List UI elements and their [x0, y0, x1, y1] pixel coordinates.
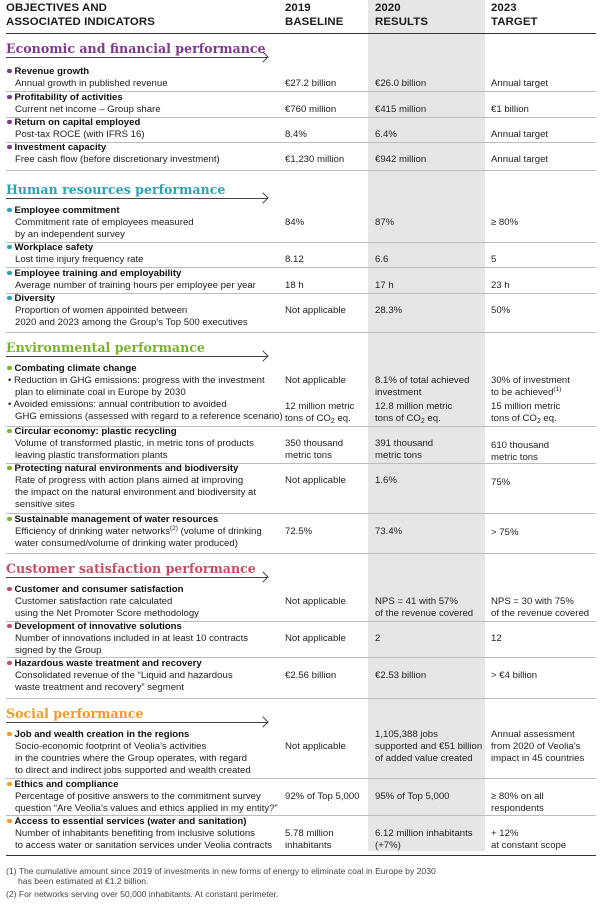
sections-human-rows-1-desc-text: Lost time injury frequency rate — [15, 254, 144, 265]
sections-human-rows-1-target-text: 5 — [491, 254, 497, 265]
text-line — [6, 526, 284, 538]
sections-environment-water-target-text: > 75% — [491, 527, 519, 538]
indicator-description — [6, 426, 284, 462]
sections-economic-rows-0-title-text: Revenue growth — [14, 66, 90, 77]
sections-environment-climate-a-target2-text: to be achieved — [491, 387, 554, 398]
indicator-title — [6, 293, 284, 305]
result-value — [375, 401, 487, 425]
table-bottom-divider — [6, 855, 596, 856]
target-value — [491, 440, 603, 464]
sections-customer-rows-2-title-text: Hazardous waste treatment and recovery — [14, 658, 202, 669]
indicator-description — [6, 584, 284, 620]
headers-objectives-l2-text: ASSOCIATED INDICATORS — [6, 15, 155, 28]
text-line — [491, 413, 603, 425]
section-title-economic: Economic and financial performance — [6, 41, 266, 56]
sections-economic-rows-2-result-text: 6.4% — [375, 129, 397, 140]
baseline-value — [285, 828, 365, 852]
headers-baseline-l1-text: 2019 — [285, 2, 311, 14]
sections-economic-rows-3-baseline-text: €1,230 million — [285, 154, 345, 165]
headers-target-l2-text: TARGET — [491, 15, 538, 28]
sections-human-rows-3-desc2-text: 2020 and 2023 among the Group’s Top 500 executives — [15, 317, 248, 328]
sections-environment-water-baseline-text: 72.5% — [285, 526, 313, 537]
section-underline-environment — [6, 356, 268, 357]
sections-human-rows-2-result-text: 17 h — [375, 280, 394, 291]
sections-customer-rows-1-title-text: Development of innovative solutions — [14, 621, 182, 632]
result-value — [375, 438, 487, 462]
sections-environment-plastic-result2-text: metric tons — [375, 450, 422, 461]
sections-environment-climate-b-baseline1-text: 12 million metric — [285, 401, 355, 412]
sections-environment-plastic-baseline1-text: 350 thousand — [285, 438, 344, 449]
section-title-social: Social performance — [6, 706, 144, 721]
sections-economic-rows-3-desc-text: Free cash flow (before discretionary investment) — [15, 154, 220, 165]
bullet-icon — [7, 819, 12, 824]
bullet-icon — [7, 587, 12, 592]
target-value — [491, 375, 603, 399]
sections-social-rows-1-result-text: 95% of Top 5,000 — [375, 791, 450, 802]
sections-environment-water-desc1a-text: Efficiency of drinking water networks — [15, 526, 170, 537]
sections-economic-rows-0-desc-text: Annual growth in published revenue — [15, 78, 168, 89]
sections-environment-climate-b-desc2-text: GHG emissions (assessed with regard to a reference scenario) — [15, 411, 283, 422]
bullet-icon — [7, 782, 12, 787]
sections-human-rows-2-title-text: Employee training and employability — [14, 268, 182, 279]
sections-social-rows-0-desc1-text: Socio-economic footprint of Veolia’s activities — [15, 741, 207, 752]
header-objectives — [6, 2, 155, 29]
indicator-description — [6, 142, 284, 166]
header-results — [375, 2, 428, 29]
bullet-icon — [7, 296, 12, 301]
sections-environment-biodiversity-baseline-text: Not applicable — [285, 475, 346, 486]
sections-social-rows-0-title-text: Job and wealth creation in the regions — [14, 729, 190, 740]
headers-baseline-l2-text: BASELINE — [285, 15, 344, 28]
sections-economic-rows-3-result-text: €942 million — [375, 154, 427, 165]
sections-environment-climate-eq-text: eq. — [424, 413, 441, 424]
sections-social-rows-1-target1-text: ≥ 80% on all — [491, 791, 544, 802]
sections-environment-climate-b-target2-text: tons of CO — [491, 413, 537, 424]
sections-human-rows-3-title-text: Diversity — [14, 293, 56, 304]
indicator-title — [6, 584, 284, 596]
sections-social-rows-0-result1-text: 1,105,388 jobs — [375, 729, 438, 740]
sections-economic-rows-3-target-text: Annual target — [491, 154, 549, 165]
sections-social-rows-1-desc1-text: Percentage of positive answers to the commitment survey — [15, 791, 261, 802]
footnotes-f1-l1-text: (1) The cumulative amount since 2019 of investments in new forms of energy to eliminate coal in Europe by 2030 — [6, 866, 436, 876]
bullet-icon — [7, 69, 12, 74]
sections-human-rows-2-target-text: 23 h — [491, 280, 510, 291]
headers-results-l2-text: RESULTS — [375, 15, 429, 28]
sections-social-rows-2-desc1-text: Number of inhabitants benefiting from inclusive solutions — [15, 828, 255, 839]
arrow-icon — [257, 716, 268, 727]
sections-environment-climate-b-target1-text: 15 million metric — [491, 401, 561, 412]
indicator-title — [6, 117, 284, 129]
sections-economic-rows-2-target-text: Annual target — [491, 129, 549, 140]
target-value — [491, 828, 603, 852]
sections-social-rows-0-target3-text: impact in 45 countries — [491, 753, 585, 764]
bullet-icon — [7, 95, 12, 100]
sections-customer-rows-0-desc1-text: Customer satisfaction rate calculated — [15, 596, 173, 607]
sections-social-rows-0-desc2-text: in the countries where the Group operates, with regard — [15, 753, 247, 764]
section-title-customer: Customer satisfaction performance — [6, 561, 256, 576]
sections-social-rows-0-result2-text: supported and €51 billion — [375, 741, 483, 752]
bullet-icon — [7, 732, 12, 737]
sections-economic-rows-1-target-text: €1 billion — [491, 104, 529, 115]
sections-environment-water-title-text: Sustainable management of water resources — [14, 514, 219, 525]
sections-human-rows-3-result-text: 28.3% — [375, 305, 403, 316]
footnotes-f1-l2-text: has been estimated at €1.2 billion. — [18, 876, 149, 886]
section-title-environment: Environmental performance — [6, 340, 205, 355]
footnote-2: (2) For networks serving over 50,000 inhabitants. At constant perimeter. — [6, 889, 279, 899]
indicator-description — [6, 363, 284, 423]
indicator-description — [6, 621, 284, 657]
sections-economic-rows-1-result-text: €415 million — [375, 104, 427, 115]
sections-social-rows-1-baseline-text: 92% of Top 5,000 — [285, 791, 360, 802]
footnote-1 — [6, 866, 606, 886]
indicator-title — [6, 779, 284, 791]
result-value — [375, 375, 487, 399]
sections-human-rows-0-desc1-text: Commitment rate of employees measured — [15, 217, 194, 228]
sections-environment-water-desc1b-text: (volume of drinking — [177, 526, 262, 537]
section-underline-social — [6, 722, 268, 723]
sections-human-rows-1-result-text: 6.6 — [375, 254, 389, 265]
sections-environment-water-result-text: 73.4% — [375, 526, 403, 537]
sections-human-rows-0-desc2-text: by an independent survey — [15, 229, 125, 240]
row-divider — [6, 553, 596, 554]
sections-environment-climate-a-result2-text: investment — [375, 387, 422, 398]
sections-environment-plastic-desc1-text: Volume of transformed plastic, in metric tons of products — [15, 438, 254, 449]
arrow-icon — [257, 350, 268, 361]
bullet-icon — [7, 366, 12, 371]
row-divider — [6, 332, 596, 333]
sections-customer-rows-0-result2-text: of the revenue covered — [375, 608, 474, 619]
sections-economic-rows-1-title-text: Profitability of activities — [14, 92, 123, 103]
indicator-title — [6, 621, 284, 633]
indicator-description — [6, 117, 284, 141]
sections-environment-biodiversity-result-text: 1.6% — [375, 475, 397, 486]
indicator-description — [6, 205, 284, 241]
sections-human-rows-0-target-text: ≥ 80% — [491, 217, 519, 228]
sections-environment-climate-b-result2-text: tons of CO — [375, 413, 421, 424]
result-value — [375, 596, 487, 620]
sections-social-rows-1-title-text: Ethics and compliance — [14, 779, 119, 790]
bullet-icon — [7, 466, 12, 471]
sections-social-rows-0-target1-text: Annual assessment — [491, 729, 575, 740]
sections-social-rows-2-target1-text: + 12% — [491, 828, 519, 839]
headers-target-l1-text: 2023 — [491, 2, 517, 14]
sections-environment-climate-a-target1-text: 30% of investment — [491, 375, 570, 386]
sections-customer-rows-0-desc2-text: using the Net Promoter Score methodology — [15, 608, 199, 619]
sections-environment-climate-b-desc1-text: Avoided emissions: annual contribution to avoided — [13, 399, 227, 410]
sections-environment-climate-co2-sub-text: 2 — [536, 418, 541, 425]
sections-environment-climate-a-baseline-text: Not applicable — [285, 375, 346, 386]
headers-results-l1-text: 2020 — [375, 2, 401, 14]
sections-environment-climate-a-result1-text: 8.1% of total achieved — [375, 375, 470, 386]
sections-social-rows-0-result3-text: of added value created — [375, 753, 473, 764]
section-underline-human — [6, 198, 268, 199]
indicator-title — [6, 514, 284, 526]
sections-social-rows-2-result1-text: 6.12 million inhabitants — [375, 828, 473, 839]
indicator-title — [6, 816, 284, 828]
sections-economic-rows-2-title-text: Return on capital employed — [14, 117, 141, 128]
header-baseline — [285, 2, 343, 29]
sections-environment-water-note-text: (2) — [170, 525, 178, 532]
header-divider — [6, 33, 596, 34]
sections-social-rows-2-target2-text: at constant scope — [491, 840, 567, 851]
sections-social-rows-2-desc2-text: to access water or sanitation services under Veolia contracts — [15, 840, 273, 851]
sections-economic-rows-0-result-text: €26.0 billion — [375, 78, 427, 89]
sections-human-rows-2-baseline-text: 18 h — [285, 280, 304, 291]
text-line: • Reduction in GHG emissions: progress with the investment — [8, 375, 265, 386]
sections-social-rows-2-result2-text: (+7%) — [375, 840, 401, 851]
arrow-icon — [257, 571, 268, 582]
sections-human-rows-3-target-text: 50% — [491, 305, 511, 316]
sections-human-rows-0-title-text: Employee commitment — [14, 205, 120, 216]
sections-customer-rows-0-title-text: Customer and consumer satisfaction — [14, 584, 184, 595]
sections-social-rows-1-desc2-text: question “Are Veolia’s values and ethics applied in my entity?” — [15, 803, 278, 814]
sections-environment-biodiversity-desc2-text: the impact on the natural environment and biodiversity at — [15, 487, 257, 498]
sections-environment-climate-b-result1-text: 12.8 million metric — [375, 401, 453, 412]
baseline-value — [285, 438, 365, 462]
sections-human-rows-2-desc-text: Average number of training hours per employee per year — [15, 280, 256, 291]
row-divider — [6, 170, 596, 171]
sections-customer-rows-1-baseline-text: Not applicable — [285, 633, 346, 644]
sections-customer-rows-2-result-text: €2.53 billion — [375, 670, 427, 681]
sections-economic-rows-3-title-text: Investment capacity — [14, 142, 107, 153]
sections-human-rows-1-baseline-text: 8.12 — [285, 254, 304, 265]
indicator-title — [6, 66, 284, 78]
sections-human-rows-3-desc1-text: Proportion of women appointed between — [15, 305, 188, 316]
indicator-description — [6, 816, 284, 852]
bullet-icon — [7, 517, 12, 522]
indicator-title — [6, 142, 284, 154]
sections-customer-rows-1-desc1-text: Number of innovations included in at least 10 contracts — [15, 633, 249, 644]
sections-environment-climate-a-desc2-text: plan to eliminate coal in Europe by 2030 — [15, 387, 186, 398]
sections-environment-plastic-result1-text: 391 thousand — [375, 438, 434, 449]
sections-environment-climate-b-baseline2-text: tons of CO — [285, 413, 331, 424]
sections-environment-climate-title-text: Combating climate change — [14, 363, 137, 374]
section-underline-customer — [6, 577, 268, 578]
indicator-title — [6, 363, 284, 375]
indicator-description — [6, 92, 284, 116]
indicator-description — [6, 729, 284, 777]
indicator-title — [6, 729, 284, 741]
bullet-icon — [7, 661, 12, 666]
sections-environment-biodiversity-title-text: Protecting natural environments and biodiversity — [14, 463, 239, 474]
text-line — [491, 387, 603, 399]
sections-customer-rows-0-target1-text: NPS = 30 with 75% — [491, 596, 574, 607]
sections-customer-rows-2-desc1-text: Consolidated revenue of the “Liquid and hazardous — [15, 670, 233, 681]
sections-environment-biodiversity-target-text: 75% — [491, 477, 511, 488]
indicator-title — [6, 242, 284, 254]
sections-environment-plastic-baseline2-text: metric tons — [285, 450, 332, 461]
section-title-human: Human resources performance — [6, 182, 226, 197]
indicator-description — [6, 66, 284, 90]
target-value — [491, 596, 603, 620]
indicator-description — [6, 293, 284, 329]
target-value — [491, 401, 603, 425]
text-line — [375, 413, 487, 425]
sections-environment-biodiversity-desc1-text: Rate of progress with action plans aimed at improving — [15, 475, 244, 486]
sections-environment-plastic-target2-text: metric tons — [491, 452, 538, 463]
sections-human-rows-0-baseline-text: 84% — [285, 217, 305, 228]
sections-economic-rows-1-baseline-text: €760 million — [285, 104, 337, 115]
sections-human-rows-1-title-text: Workplace safety — [14, 242, 94, 253]
sections-environment-biodiversity-desc3-text: sensitive sites — [15, 499, 75, 510]
bullet-icon — [7, 271, 12, 276]
sections-customer-rows-0-baseline-text: Not applicable — [285, 596, 346, 607]
indicator-description — [6, 779, 284, 815]
text-line — [285, 413, 365, 425]
indicator-description — [6, 658, 284, 694]
indicator-description — [6, 268, 284, 292]
sections-customer-rows-1-target-text: 12 — [491, 633, 502, 644]
header-target — [491, 2, 538, 29]
bullet-icon — [7, 429, 12, 434]
sections-customer-rows-2-desc2-text: waste treatment and recovery” segment — [15, 682, 185, 693]
indicator-description — [6, 242, 284, 266]
bullet-icon — [7, 145, 12, 150]
sections-customer-rows-1-desc2-text: signed by the Group — [15, 645, 102, 656]
sections-environment-plastic-desc2-text: leaving plastic transformation plants — [15, 450, 168, 461]
target-value — [491, 729, 603, 765]
sections-social-rows-1-target2-text: respondents — [491, 803, 544, 814]
sections-environment-climate-co2-sub-text: 2 — [330, 418, 335, 425]
bullet-icon — [7, 120, 12, 125]
result-value — [375, 828, 487, 852]
sections-environment-climate-eq-text: eq. — [540, 413, 557, 424]
sections-economic-rows-0-baseline-text: €27.2 billion — [285, 78, 337, 89]
text-line: • Avoided emissions: annual contribution to avoided — [8, 399, 227, 410]
sections-social-rows-0-desc3-text: to direct and indirect jobs supported and wealth created — [15, 765, 251, 776]
indicator-description — [6, 463, 284, 511]
sections-human-rows-3-baseline-text: Not applicable — [285, 305, 346, 316]
sections-environment-climate-eq-text: eq. — [334, 413, 351, 424]
baseline-value — [285, 401, 365, 425]
sections-customer-rows-0-target2-text: of the revenue covered — [491, 608, 590, 619]
sections-customer-rows-2-target-text: > €4 billion — [491, 670, 538, 681]
sections-environment-water-desc2-text: water consumed/volume of drinking water produced) — [15, 538, 238, 549]
sections-economic-rows-0-target-text: Annual target — [491, 78, 549, 89]
sections-social-rows-2-title-text: Access to essential services (water and sanitation) — [14, 816, 247, 827]
sections-human-rows-0-result-text: 87% — [375, 217, 395, 228]
indicator-title — [6, 205, 284, 217]
indicator-description — [6, 514, 284, 550]
headers-objectives-l1-text: OBJECTIVES AND — [6, 2, 107, 14]
bullet-icon — [7, 245, 12, 250]
indicator-title — [6, 268, 284, 280]
sections-economic-rows-2-desc-text: Post-tax ROCE (with IFRS 16) — [15, 129, 145, 140]
sections-economic-rows-2-baseline-text: 8.4% — [285, 129, 307, 140]
sections-customer-rows-0-result1-text: NPS = 41 with 57% — [375, 596, 458, 607]
result-value — [375, 729, 487, 765]
row-divider — [6, 698, 596, 699]
sections-social-rows-2-baseline1-text: 5.78 million — [285, 828, 334, 839]
sections-social-rows-0-baseline-text: Not applicable — [285, 741, 346, 752]
indicator-title — [6, 463, 284, 475]
indicator-title — [6, 92, 284, 104]
sections-environment-climate-a-target-note-text: (1) — [553, 386, 562, 393]
indicator-title — [6, 426, 284, 438]
indicator-title — [6, 658, 284, 670]
sections-customer-rows-2-baseline-text: €2.56 billion — [285, 670, 337, 681]
section-underline-economic — [6, 57, 268, 58]
sections-economic-rows-1-desc-text: Current net income – Group share — [15, 104, 161, 115]
sections-social-rows-2-baseline2-text: inhabitants — [285, 840, 332, 851]
sections-environment-plastic-title-text: Circular economy: plastic recycling — [14, 426, 177, 437]
target-value — [491, 791, 603, 815]
sections-environment-climate-a-desc1-text: Reduction in GHG emissions: progress with the investment — [14, 375, 265, 386]
bullet-icon — [7, 208, 12, 213]
sections-social-rows-0-target2-text: from 2020 of Veolia’s — [491, 741, 581, 752]
arrow-icon — [257, 192, 268, 203]
sections-environment-plastic-target1-text: 610 thousand — [491, 440, 550, 451]
sections-customer-rows-1-result-text: 2 — [375, 633, 381, 644]
bullet-icon — [7, 624, 12, 629]
sections-environment-climate-co2-sub-text: 2 — [420, 418, 425, 425]
